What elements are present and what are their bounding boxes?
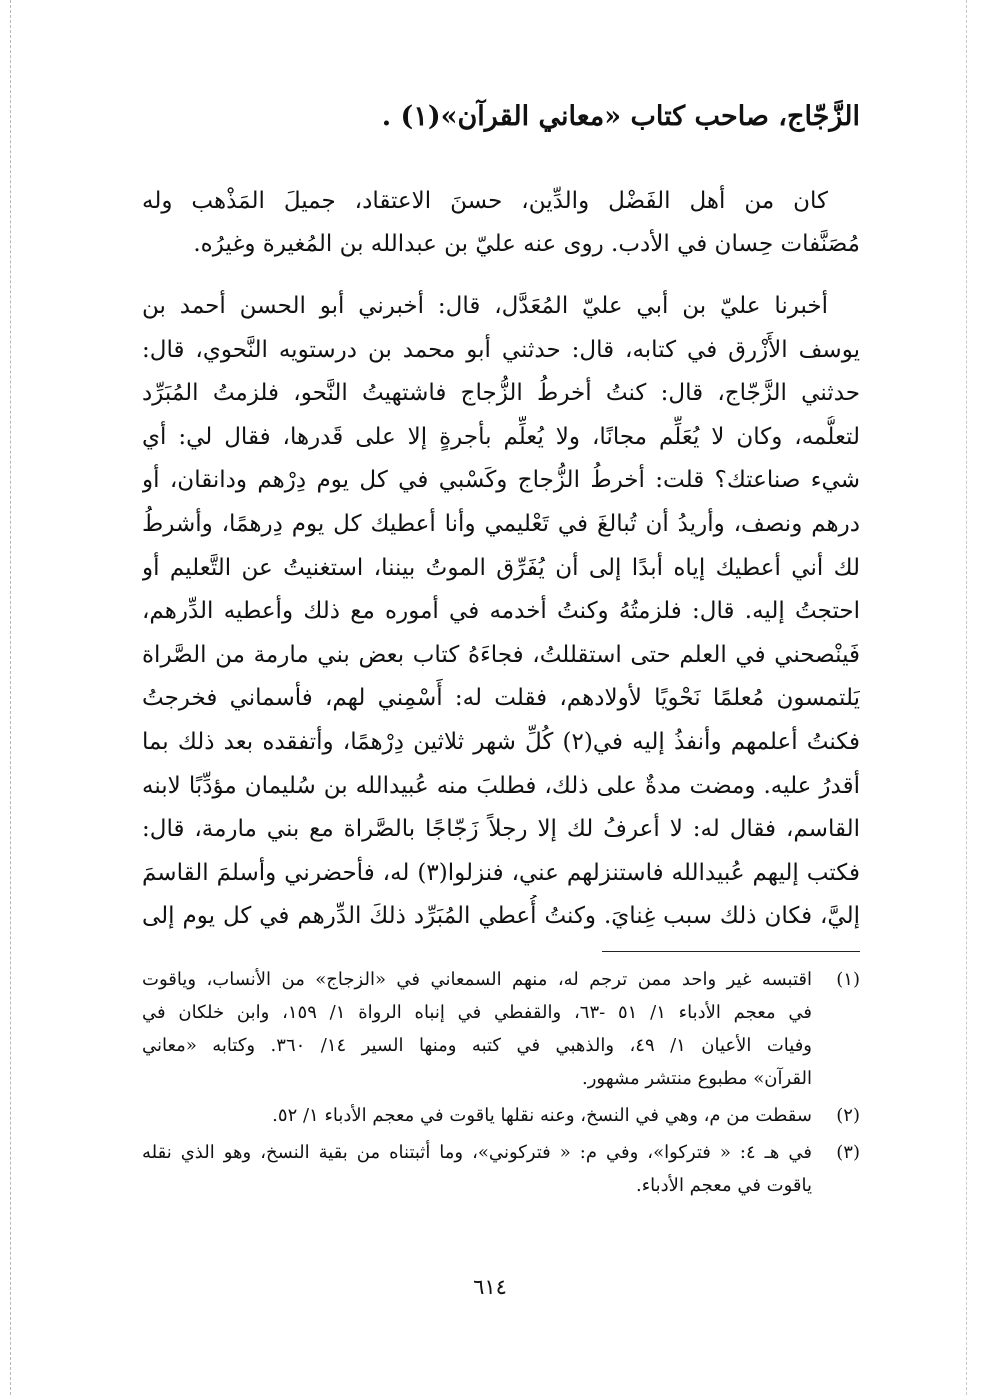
paragraph-line: القاسم، فقال له: لا أعرفُ لك إلا رجلاً زَجّاجًا بالصَّراة مع بني مارمة، قال: [142, 816, 860, 843]
paragraph-line: فكتب إليهم عُبيدالله فاستنزلهم عني، فنزلوا(٣) له، فأحضرني وأسلمَ القاسمَ [142, 859, 860, 886]
footnote-1 [142, 963, 860, 1095]
footnote-2 [142, 1099, 860, 1132]
heading-line: الزَّجّاج، صاحب كتاب «معاني القرآن»(١) . [381, 101, 860, 132]
footnote-divider [602, 951, 860, 952]
paragraph-line: مُصَنَّفات حِسان في الأدب. روى عنه عليّ بن عبدالله بن المُغيرة وغيرُه. [193, 231, 860, 257]
paragraph-line: يَلتمسون مُعلمًا نَحْويًا لأولادهم، فقلت له: أَسْمِني لهم، فأسماني فخرجتُ [142, 685, 860, 712]
paragraph-narration [142, 285, 860, 939]
paragraph-line: احتجتُ إليه. قال: فلزمتُهُ وكنتُ أخدمه في أموره مع ذلك وأعطيه الدِّرهم، [142, 598, 860, 625]
footnote-line: سقطت من م، وهي في النسخ، وعنه نقلها ياقوت في معجم الأدباء ١/ ٥٢. [272, 1105, 812, 1126]
footnote-line: ياقوت في معجم الأدباء. [635, 1175, 812, 1196]
footnote-body [142, 1136, 812, 1202]
paragraph-line: إليَّ، فكان ذلك سبب غِنايَ. وكنتُ أُعطي المُبَرِّد ذلكَ الدِّرهم في كل يوم إلى [142, 903, 860, 930]
paragraph-line: لتعلُّمه، وكان لا يُعَلِّم مجانًا، ولا يُعلِّم بأجرةٍ إلا على قَدرها، فقال لي: أي [142, 423, 860, 450]
page-number: ٦١٤ [473, 1275, 507, 1299]
footnote-number: (٣) [836, 1142, 860, 1163]
paragraph-line: أقدرُ عليه. ومضت مدةٌ على ذلك، فطلبَ منه عُبيدالله بن سُليمان مؤدِّبًا لابنه [142, 772, 860, 799]
paragraph-line: شيء صناعتك؟ قلت: أخرطُ الزُّجاج وكَسْبي في كل يوم دِرْهم ودانقان، أو [142, 467, 860, 494]
paragraph-line: حدثني الزَّجّاج، قال: كنتُ أخرطُ الزُّجاج فاشتهيتُ النَّحو، فلزمتُ المُبَرِّد [142, 380, 860, 407]
footnote-body [142, 963, 812, 1095]
paragraph-line: أخبرنا عليّ بن أبي عليّ المُعَدَّل، قال: أخبرني أبو الحسن أحمد بن [142, 293, 828, 319]
paragraph-line: درهم ونصف، وأريدُ أن تُبالغَ في تَعْليمي وأنا أعطيك كل يوم دِرهمًا، وأشرطُ [142, 510, 860, 537]
paragraph-line: يوسف الأَزْرق في كتابه، قال: حدثني أبو محمد بن درستويه النَّحوي، قال: [142, 336, 860, 363]
footnote-line: في معجم الأدباء ١/ ٥١ -٦٣، والقفطي في إنباه الرواة ١/ ١٥٩، وابن خلكان في [142, 1002, 812, 1023]
footnote-number: (٢) [836, 1105, 860, 1126]
footnote-body [142, 1099, 812, 1132]
paragraph-biography [142, 180, 860, 266]
footnote-number: (١) [836, 969, 860, 990]
entry-heading [142, 95, 860, 139]
footnote-line: وفيات الأعيان ١/ ٤٩، والذهبي في كتبه ومنها السير ١٤/ ٣٦٠. وكتابه «معاني [142, 1035, 812, 1056]
footnote-3 [142, 1136, 860, 1202]
footnote-line: اقتبسه غير واحد ممن ترجم له، منهم السمعاني في «الزجاج» من الأنساب، وياقوت [142, 969, 812, 990]
footnote-line: في هـ ٤: « فتركوا»، وفي م: « فتركوني»، وما أثبتناه من بقية النسخ، وهو الذي نقله [142, 1142, 812, 1163]
footnote-line: القرآن» مطبوع منتشر مشهور. [581, 1068, 812, 1089]
paragraph-line: كان من أهل الفَضْل والدِّين، حسنَ الاعتقاد، جميلَ المَذْهب وله [142, 188, 828, 214]
paragraph-line: فَينْصحني في العلم حتى استقللتُ، فجاءَهُ كتاب بعض بني مارمة من الصَّراة [142, 641, 860, 668]
footnotes [142, 963, 860, 1206]
paragraph-line: لك أني أعطيك إياه أبدًا إلى أن يُفَرِّق الموتُ بيننا، استغنيتُ عن التَّعليم أو [142, 554, 860, 581]
paragraph-line: فكنتُ أعلمهم وأنفذُ إليه في(٢) كُلِّ شهر ثلاثين دِرْهمًا، وأتفقده بعد ذلك بما [142, 728, 860, 755]
